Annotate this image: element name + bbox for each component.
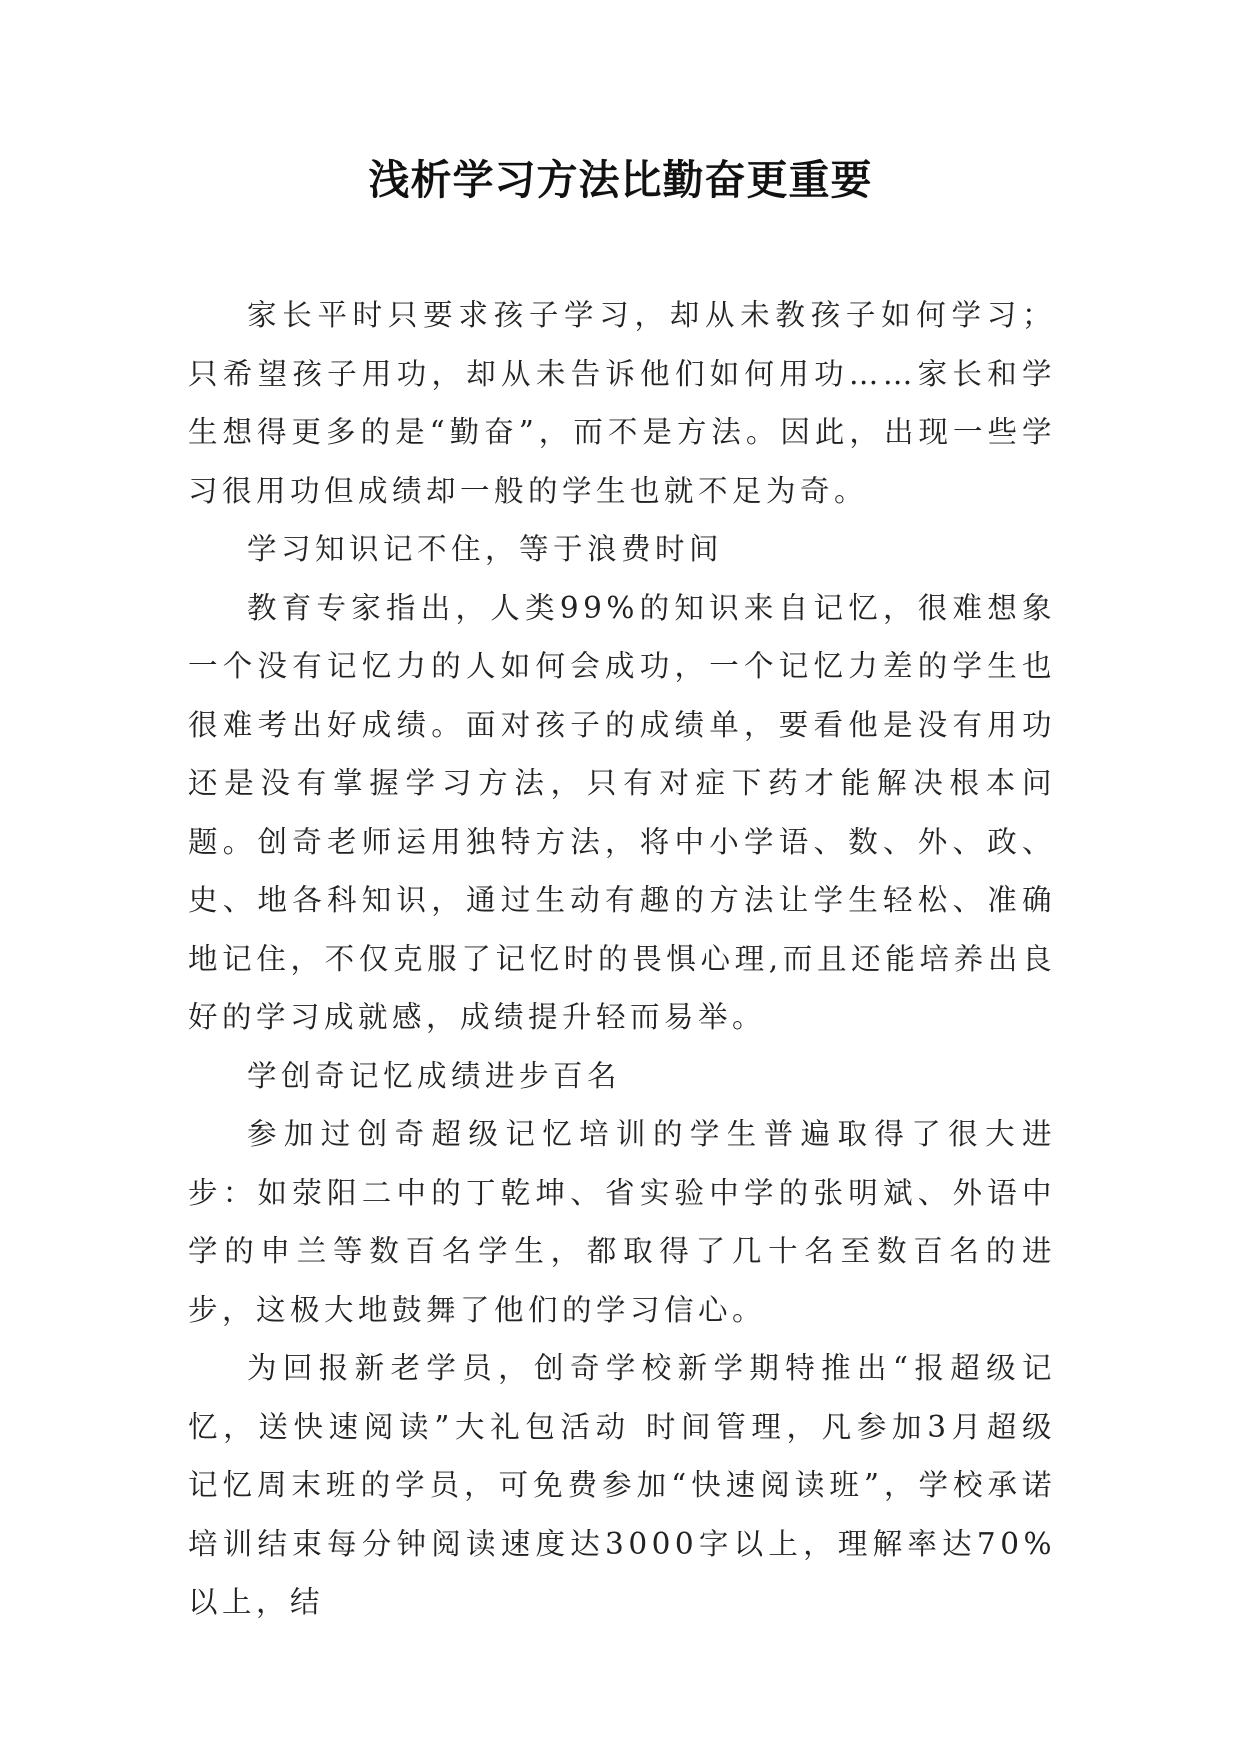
- body-paragraph: 家长平时只要求孩子学习，却从未教孩子如何学习；只希望孩子用功，却从未告诉他们如何用功……家长和学生想得更多的是“勤奋”，而不是方法。因此，出现一些学习很用功但成绩却一般的学生也就不足为奇。: [188, 298, 1056, 508]
- body-paragraph: 为回报新老学员，创奇学校新学期特推出“报超级记忆，送快速阅读”大礼包活动 时间管理，凡参加3月超级记忆周末班的学员，可免费参加“快速阅读班”，学校承诺培训结束每分钟阅读速度达3000字以上，理解率达70%以上，结: [188, 1351, 1056, 1619]
- body-paragraph: 教育专家指出，人类99%的知识来自记忆，很难想象一个没有记忆力的人如何会成功，一个记忆力差的学生也很难考出好成绩。面对孩子的成绩单，要看他是没有用功还是没有掌握学习方法，只有对症下药才能解决根本问题。创奇老师运用独特方法，将中小学语、数、外、政、史、地各科知识，通过生动有趣的方法让学生轻松、准确地记住，不仅克服了记忆时的畏惧心理,而且还能培养出良好的学习成就感，成绩提升轻而易举。: [188, 590, 1056, 1034]
- document-title: 浅析学习方法比勤奋更重要: [368, 156, 873, 204]
- body-paragraph: 参加过创奇超级记忆培训的学生普遍取得了很大进步：如荥阳二中的丁乾坤、省实验中学的张明斌、外语中学的申兰等数百名学生，都取得了几十名至数百名的进步，这极大地鼓舞了他们的学习信心。: [188, 1117, 1056, 1327]
- section-heading: 学创奇记忆成绩进步百名: [247, 1058, 622, 1093]
- document-body: [188, 286, 1056, 1632]
- section-heading: 学习知识记不住，等于浪费时间: [247, 532, 724, 566]
